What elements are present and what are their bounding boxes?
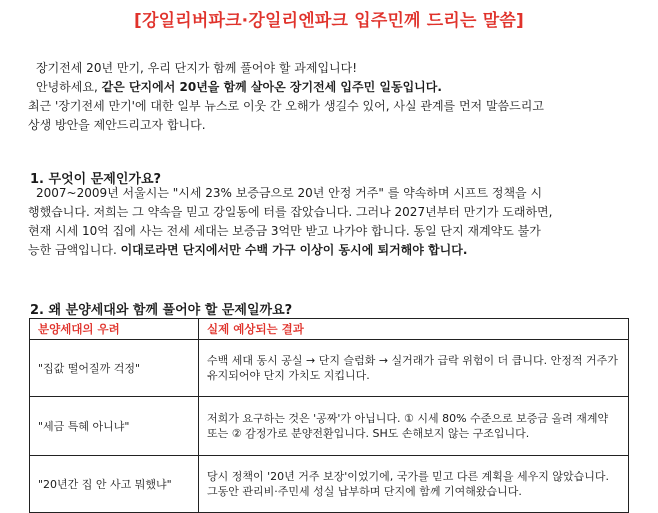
table-row (30, 397, 629, 456)
intro-line-4: 상생 방안을 제안드리고자 합니다. (28, 118, 206, 132)
intro-line-2-bold: 같은 단지에서 20년을 함께 살아온 장기전세 입주민 일동입니다. (101, 80, 442, 94)
table-cell-result: 저희가 요구하는 것은 '공짜'가 아닙니다. ① 시세 80% 수준으로 보증금 올려 재계약 또는 ② 감정가로 분양전환입니다. SH도 손해보지 않는 구조입니다. (199, 397, 629, 456)
concern-table (29, 318, 629, 513)
table-header-result: 실제 예상되는 결과 (199, 319, 629, 340)
section-1-line-3: 현재 시세 10억 집에 사는 전세 세대는 보증금 3억만 받고 나가야 합니다. 동일 단지 재계약도 불가 (28, 224, 541, 238)
intro-line-1: 장기전세 20년 만기, 우리 단지가 함께 풀어야 할 과제입니다! (36, 61, 358, 75)
section-1-heading: 1. 무엇이 문제인가요? (30, 172, 162, 187)
table-header-concern: 분양세대의 우려 (30, 319, 199, 340)
table-cell-result: 당시 정책이 '20년 거주 보장'이었기에, 국가를 믿고 다른 계획을 세우지 않았습니다. 그동안 관리비·주민세 성실 납부하며 단지에 함께 기여해왔습니다. (199, 456, 629, 513)
intro-line-2 (28, 78, 638, 97)
table-cell-concern: "20년간 집 안 사고 뭐했냐" (30, 456, 199, 513)
table-cell-concern: "집값 떨어질까 걱정" (30, 340, 199, 397)
page-title: [강일리버파크·강일리엔파크 입주민께 드리는 말씀] (133, 11, 524, 31)
table-row (30, 456, 629, 513)
section-1-line-4-prefix: 능한 금액입니다. (28, 243, 121, 257)
section-1-line-2: 행했습니다. 저희는 그 약속을 믿고 강일동에 터를 잡았습니다. 그러나 2027년부터 만기가 도래하면, (28, 205, 553, 219)
intro-paragraph (28, 59, 638, 135)
intro-line-2-prefix: 안녕하세요, (36, 80, 102, 94)
section-2-heading: 2. 왜 분양세대와 함께 풀어야 할 문제일까요? (30, 303, 293, 318)
intro-line-3: 최근 '장기전세 만기'에 대한 일부 뉴스로 이웃 간 오해가 생길수 있어, 사실 관계를 먼저 말씀드리고 (28, 99, 544, 113)
table-header-row (30, 319, 629, 340)
section-1-line-1: 2007~2009년 서울시는 "시세 23% 보증금으로 20년 안정 거주" 를 약속하며 시프트 정책을 시 (36, 186, 543, 200)
table-row (30, 340, 629, 397)
table-cell-result: 수백 세대 동시 공실 → 단지 슬럼화 → 실거래가 급락 위험이 더 큽니다. 안정적 거주가 유지되어야 단지 가치도 지킵니다. (199, 340, 629, 397)
section-1-line-4-bold: 이대로라면 단지에서만 수백 가구 이상이 동시에 퇴거해야 합니다. (120, 243, 468, 257)
section-1-line-4 (28, 241, 638, 260)
table-cell-concern: "세금 특혜 아니냐" (30, 397, 199, 456)
section-1-paragraph (28, 184, 638, 260)
